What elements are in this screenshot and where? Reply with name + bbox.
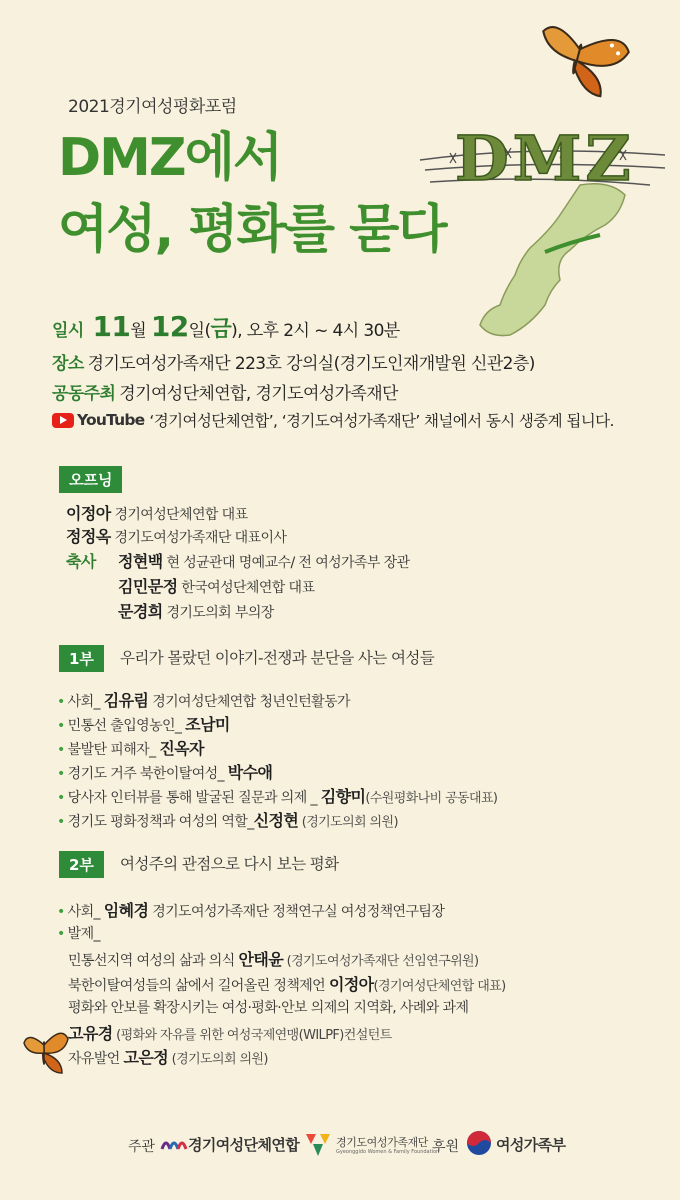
youtube-icon xyxy=(52,413,74,428)
part1-title: 우리가 몰랐던 이야기-전쟁과 분단을 사는 여성들 xyxy=(120,649,435,667)
part2-moderator: • 사회_ 임혜경 경기도여성가족재단 정책연구실 여성정책연구팀장 xyxy=(57,901,445,920)
part2-talk: 민통선지역 여성의 삶과 의식 안태윤 (경기도여성가족재단 선임연구위원) xyxy=(68,950,479,969)
youtube-text: ‘경기여성단체연합’, ‘경기도여성가족재단’ 채널에서 동시 생중계 됩니다. xyxy=(149,412,614,430)
event-date xyxy=(52,310,400,343)
event-place xyxy=(52,349,535,374)
part2-talk: 평화와 안보를 확장시키는 여성·평화·안보 의제의 지역화, 사례와 과제 xyxy=(68,1000,469,1016)
congrats-name: 문경희 xyxy=(118,602,163,621)
congrats-name: 정현백 xyxy=(118,552,163,571)
page-title-line1: DMZ에서 xyxy=(58,128,282,188)
congrats-row xyxy=(118,599,274,622)
congrats-name: 김민문정 xyxy=(118,577,178,596)
part1-tag: 1부 xyxy=(59,645,104,672)
opening-role: 경기도여성가족재단 대표이사 xyxy=(114,530,287,546)
part2-talk: 북한이탈여성들의 삶에서 길어올린 정책제언 이정아(경기여성단체연합 대표) xyxy=(68,975,506,994)
opening-row xyxy=(66,524,286,547)
opening-role: 경기여성단체연합 대표 xyxy=(114,507,248,523)
part2-presenter-label: • 발제_ xyxy=(57,926,100,942)
part2-tag: 2부 xyxy=(59,851,104,878)
part1-item: • 사회_ 김유림 경기여성단체연합 청년인턴활동가 xyxy=(57,691,350,710)
part1-item: • 경기도 거주 북한이탈여성_ 박수애 xyxy=(57,763,273,782)
congrats-role: 한국여성단체연합 대표 xyxy=(181,580,315,596)
part1-item: • 민통선 출입영농인_ 조남미 xyxy=(57,715,230,734)
opening-tag: 오프닝 xyxy=(59,466,122,493)
part2-talk: 자유발언 고은정 (경기도의회 의원) xyxy=(68,1048,268,1067)
opening-row xyxy=(66,501,248,524)
organizer2-english-name: Gyeonggido Women & Family Foundation xyxy=(336,1149,440,1155)
sponsor-label: 후원 xyxy=(432,1139,460,1155)
place-value: 경기도여성가족재단 223호 강의실(경기도인재개발원 신관2층) xyxy=(87,354,535,374)
page-title-line2: 여성, 평화를 묻다 xyxy=(58,200,446,260)
organizer1-logo-icon xyxy=(160,1133,188,1155)
congrats-label: 축사 xyxy=(66,552,96,571)
congrats-role: 현 성균관대 명예교수/ 전 여성가족부 장관 xyxy=(166,555,410,571)
organizer2-name: 경기도여성가족재단 xyxy=(336,1136,429,1149)
organizer-label: 주관 xyxy=(128,1139,156,1155)
dmz-art-text: DMZ xyxy=(455,122,635,195)
sponsor-logo-icon xyxy=(466,1130,492,1156)
date-time: ), 오후 2시 ~ 4시 30분 xyxy=(231,321,400,341)
butterfly-icon xyxy=(22,1025,70,1077)
congrats-role: 경기도의회 부의장 xyxy=(166,605,274,621)
organizer2-logo-icon xyxy=(304,1130,332,1158)
date-day-unit: 일( xyxy=(188,321,211,341)
date-label: 일시 xyxy=(52,321,84,341)
organizer1-name: 경기여성단체연합 xyxy=(188,1136,300,1154)
youtube-wordmark: YouTube xyxy=(77,411,145,429)
part2-talk: 고유경 (평화와 자유를 위한 여성국제연맹(WILPF)컨설턴트 xyxy=(68,1024,392,1043)
date-month: 11 xyxy=(92,310,131,343)
youtube-notice xyxy=(52,409,614,431)
dmz-peninsula-illustration xyxy=(410,20,675,350)
part2-title: 여성주의 관점으로 다시 보는 평화 xyxy=(120,855,339,873)
date-weekday: 금 xyxy=(210,317,232,342)
event-hosts xyxy=(52,379,398,404)
date-day: 12 xyxy=(150,310,189,343)
host-label: 공동주최 xyxy=(52,384,116,404)
congrats-row xyxy=(118,549,410,572)
opening-name: 정정옥 xyxy=(66,527,111,546)
congrats-row xyxy=(118,574,314,597)
place-label: 장소 xyxy=(52,354,84,374)
host-value: 경기여성단체연합, 경기도여성가족재단 xyxy=(119,384,398,404)
forum-subtitle: 2021경기여성평화포럼 xyxy=(68,97,237,117)
date-month-unit: 월 xyxy=(130,321,147,341)
part1-item: • 불발탄 피해자_ 진옥자 xyxy=(57,739,204,758)
part1-item: • 당사자 인터뷰를 통해 발굴된 질문과 의제 _ 김향미(수원평화나비 공동대표) xyxy=(57,787,498,806)
sponsor-name: 여성가족부 xyxy=(496,1136,566,1154)
part1-item: • 경기도 평화정책과 여성의 역할_신정현 (경기도의회 의원) xyxy=(57,811,398,830)
opening-name: 이정아 xyxy=(66,504,111,523)
